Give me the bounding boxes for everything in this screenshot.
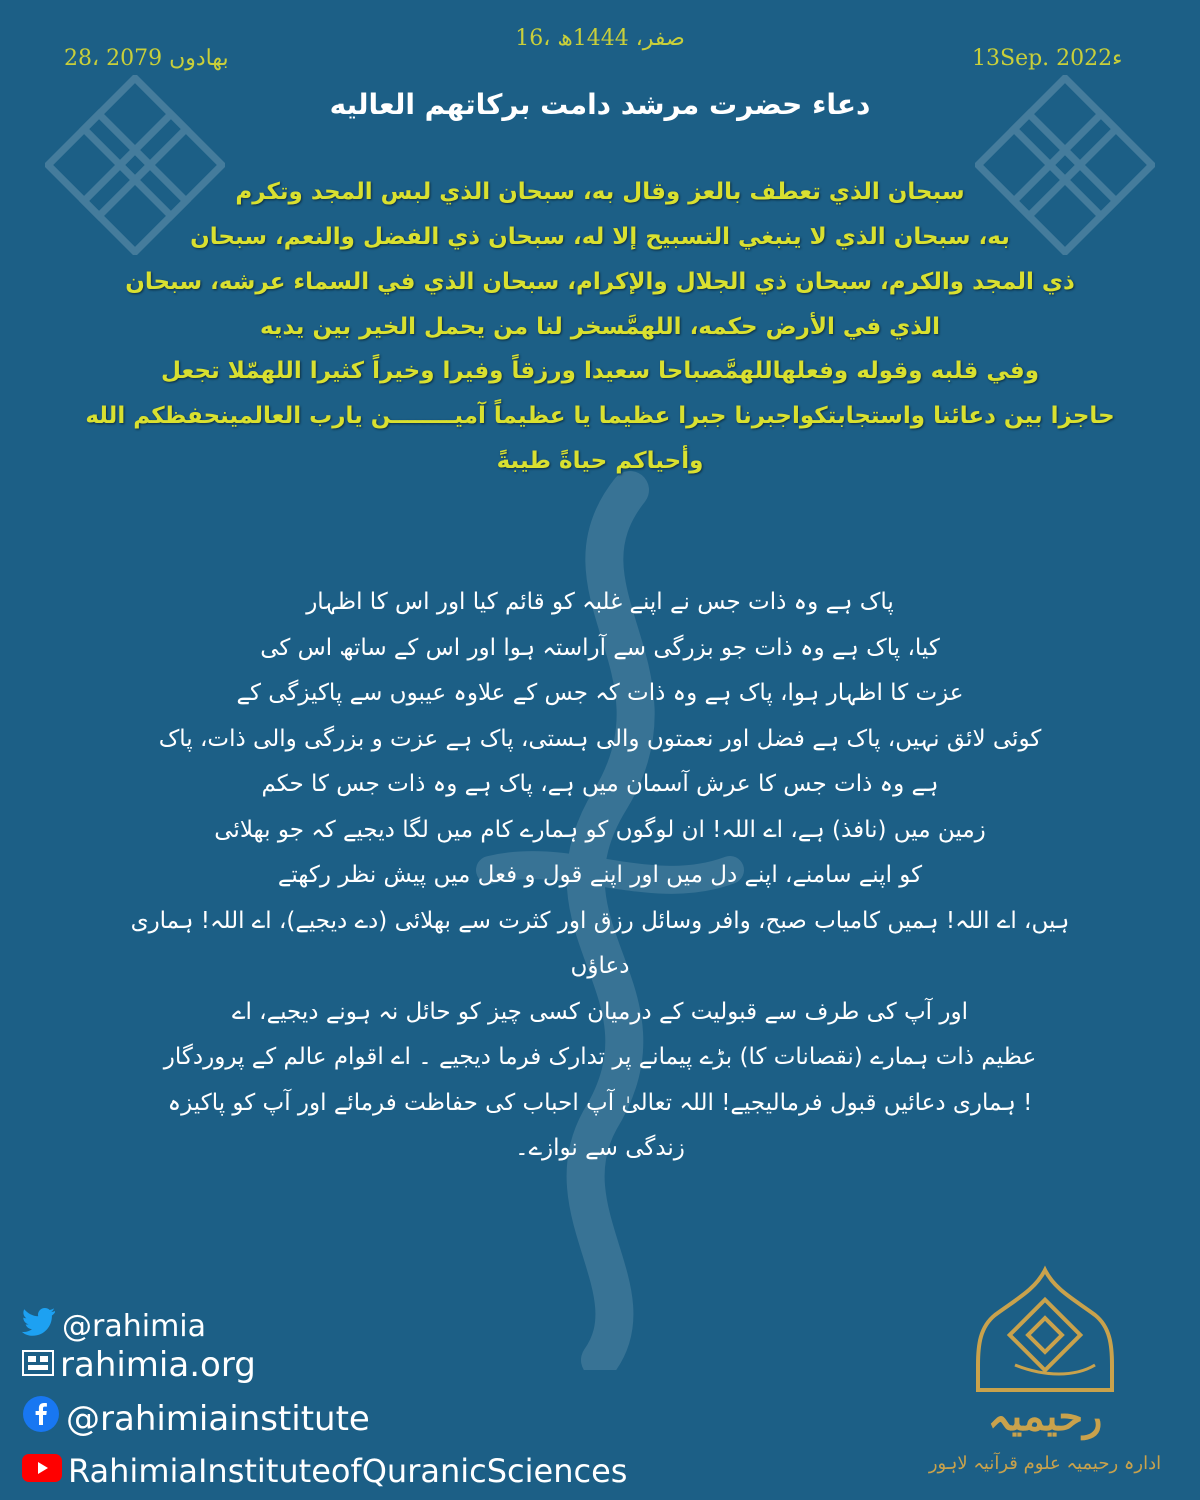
twitter-handle: @rahimia: [62, 1308, 207, 1344]
urdu-line: کیا، پاک ہے وہ ذات جو بزرگی سے آراستہ ہوا اور اس کے ساتھ اس کی: [260, 634, 940, 661]
urdu-line: ! ہماری دعائیں قبول فرمالیجیے! اللہ تعالیٰ آپ احباب کی حفاظت فرمائے اور آپ کو پاکیزہ: [167, 1089, 1033, 1116]
arabic-line: وفي قلبه وقوله وفعلهاللهمَّصباحا سعيدا ورزقاً وفيرا وخيراً كثيرا اللهمّلا تجعل: [161, 358, 1039, 385]
urdu-line: زندگی سے نوازے۔: [515, 1135, 685, 1162]
youtube-link[interactable]: [22, 1452, 627, 1490]
logo-name: رحیمیہ: [987, 1393, 1103, 1440]
arabic-line: ذي المجد والكرم، سبحان ذي الجلال والإكرام، سبحان الذي في السماء عرشه، سبحان: [125, 268, 1075, 295]
youtube-channel: RahimiaInstituteofQuranicSciences: [68, 1452, 628, 1490]
facebook-handle: @rahimiainstitute: [66, 1398, 370, 1439]
arabic-line: سبحان الذي تعطف بالعز وقال به، سبحان الذي لبس المجد وتكرم: [235, 179, 965, 205]
twitter-icon: [22, 1308, 56, 1344]
logo-subtitle: ادارہ رحیمیہ علوم قرآنیہ لاہور: [928, 1453, 1162, 1474]
date-gregorian: 13Sep. 2022ء: [972, 46, 1123, 71]
date-vikram: 28، بھادوں 2079: [64, 46, 229, 71]
urdu-line: ہے وہ ذات جس کا عرش آسمان میں ہے، پاک ہے وہ ذات جس کا حکم: [261, 771, 939, 798]
facebook-link[interactable]: [22, 1395, 370, 1442]
urdu-line: ہیں، اے اللہ! ہمیں کامیاب صبح، وافر وسائل رزق اور کثرت سے بھلائی (دے دیجیے)، اے اللہ! ہماری دعاؤں: [130, 907, 1070, 980]
urdu-line: کوئی لائق نہیں، پاک ہے فضل اور نعمتوں والی ہستی، پاک ہے عزت و بزرگی والی ذات، پاک: [158, 725, 1042, 752]
website-link[interactable]: [22, 1345, 256, 1385]
date-hijri: 16، صفر، 1444ھ: [515, 26, 685, 51]
youtube-icon: [22, 1452, 62, 1490]
urdu-line: عظیم ذات ہمارے (نقصانات کا) بڑے پیمانے پر تدارک فرما دیجیے ۔ اے اقوام عالم کے پروردگار: [163, 1044, 1037, 1071]
urdu-line: عزت کا اظہار ہوا، پاک ہے وہ ذات کہ جس کے علاوہ عیبوں سے پاکیزگی کے: [236, 680, 964, 707]
rahimia-logo: [900, 1265, 1190, 1490]
urdu-line: کو اپنے سامنے، اپنے دل میں اور اپنے قول و فعل میں پیش نظر رکھتے: [277, 862, 923, 889]
arabic-line: وأحياكم حياةً طيبةً: [496, 448, 704, 475]
website-icon: [22, 1345, 54, 1385]
urdu-line: زمین میں (نافذ) ہے، اے اللہ! ان لوگوں کو ہمارے کام میں لگا دیجیے کہ جو بھلائی: [214, 816, 986, 843]
arabic-line: حاجزا بين دعائنا واستجابتكواجبرنا جبرا عظيما يا عظيماً آميــــــــن يارب العالمينحفظكم الله: [85, 403, 1115, 430]
page-title: دعاء حضرت مرشد دامت برکاتهم العالیه: [329, 88, 871, 121]
arabic-line: به، سبحان الذي لا ينبغي التسبيح إلا له، سبحان ذي الفضل والنعم، سبحان: [190, 223, 1010, 250]
urdu-line: اور آپ کی طرف سے قبولیت کے درمیان کسی چیز کو حائل نہ ہونے دیجیے، اے: [232, 998, 968, 1025]
twitter-link[interactable]: [22, 1308, 206, 1344]
facebook-icon: [22, 1395, 60, 1442]
urdu-line: پاک ہے وہ ذات جس نے اپنے غلبہ کو قائم کیا اور اس کا اظہار: [306, 589, 894, 615]
arabic-line: الذي في الأرض حكمه، اللهمَّسخر لنا من يحمل الخير بين يديه: [259, 313, 941, 340]
arabic-dua: [80, 170, 1120, 484]
website-url: rahimia.org: [60, 1345, 256, 1385]
urdu-translation: [130, 580, 1070, 1172]
